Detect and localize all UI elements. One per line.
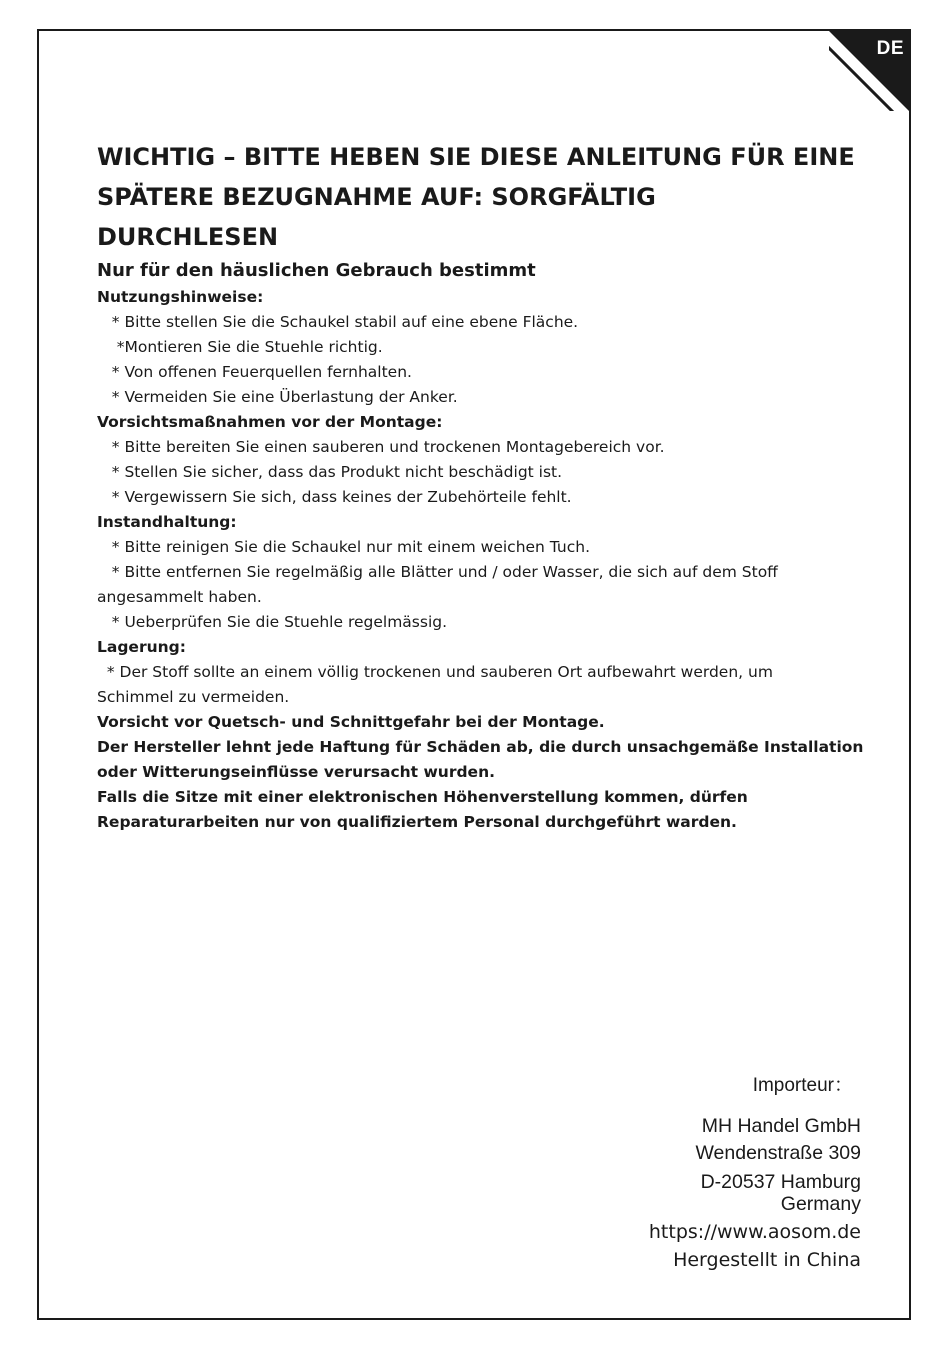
list-item: * Vergewissern Sie sich, dass keines der Zubehörteile fehlt.	[97, 488, 572, 506]
section-storage	[97, 635, 877, 710]
section-precautions	[97, 410, 877, 510]
list-item: * Bitte reinigen Sie die Schaukel nur mit einem weichen Tuch.	[97, 538, 591, 556]
importer-made-in: Hergestellt in China	[673, 1249, 861, 1271]
list-item: * Der Stoff sollte an einem völlig trockenen und sauberen Ort aufbewahrt werden, um	[97, 663, 773, 681]
warning-note: Vorsicht vor Quetsch- und Schnittgefahr bei der Montage.	[97, 713, 605, 731]
list-item: * Bitte bereiten Sie einen sauberen und trockenen Montagebereich vor.	[97, 438, 665, 456]
list-item: * Bitte stellen Sie die Schaukel stabil auf eine ebene Fläche.	[97, 313, 579, 331]
page-subtitle: Nur für den häuslichen Gebrauch bestimmt	[97, 260, 536, 281]
importer-block	[649, 1071, 861, 1274]
list-item: * Ueberprüfen Sie die Stuehle regelmässig.	[97, 613, 448, 631]
list-item: * Vermeiden Sie eine Überlastung der Anker.	[97, 388, 458, 406]
importer-website: https://www.aosom.de	[648, 1221, 861, 1243]
warning-note: Der Hersteller lehnt jede Haftung für Schäden ab, die durch unsachgemäße Installation	[97, 738, 864, 756]
section-maintenance	[97, 510, 877, 635]
title-line: SPÄTERE BEZUGNAHME AUF: SORGFÄLTIG	[97, 183, 656, 211]
instructions-content	[97, 137, 877, 835]
language-badge: DE	[876, 38, 904, 59]
section-heading: Instandhaltung:	[97, 513, 237, 531]
list-item: angesammelt haben.	[97, 588, 262, 606]
warning-note: Reparaturarbeiten nur von qualifiziertem Personal durchgeführt warden.	[97, 813, 737, 831]
warning-note: oder Witterungseinflüsse verursacht wurden.	[97, 763, 495, 781]
list-item: *Montieren Sie die Stuehle richtig.	[97, 338, 383, 356]
list-item: * Bitte entfernen Sie regelmäßig alle Blätter und / oder Wasser, die sich auf dem Stoff	[97, 563, 778, 581]
section-heading: Lagerung:	[97, 638, 186, 656]
list-item: Schimmel zu vermeiden.	[97, 688, 290, 706]
section-heading: Nutzungshinweise:	[97, 288, 264, 306]
page-frame	[37, 29, 911, 1320]
warning-note: Falls die Sitze mit einer elektronischen Höhenverstellung kommen, dürfen	[97, 788, 748, 806]
importer-label: Importeur：	[752, 1075, 853, 1096]
section-heading: Vorsichtsmaßnahmen vor der Montage:	[97, 413, 443, 431]
page-title	[97, 137, 877, 257]
importer-street: Wendenstraße 309	[695, 1142, 861, 1164]
importer-city: D-20537 Hamburg	[700, 1171, 861, 1193]
list-item: * Stellen Sie sicher, dass das Produkt nicht beschädigt ist.	[97, 463, 563, 481]
importer-company: MH Handel GmbH	[701, 1115, 861, 1137]
section-usage	[97, 285, 877, 410]
title-line: WICHTIG – BITTE HEBEN SIE DIESE ANLEITUNG FÜR EINE	[97, 143, 855, 171]
title-line: DURCHLESEN	[97, 223, 279, 251]
list-item: * Von offenen Feuerquellen fernhalten.	[97, 363, 412, 381]
warning-notes	[97, 710, 877, 835]
importer-country: Germany	[780, 1193, 861, 1215]
